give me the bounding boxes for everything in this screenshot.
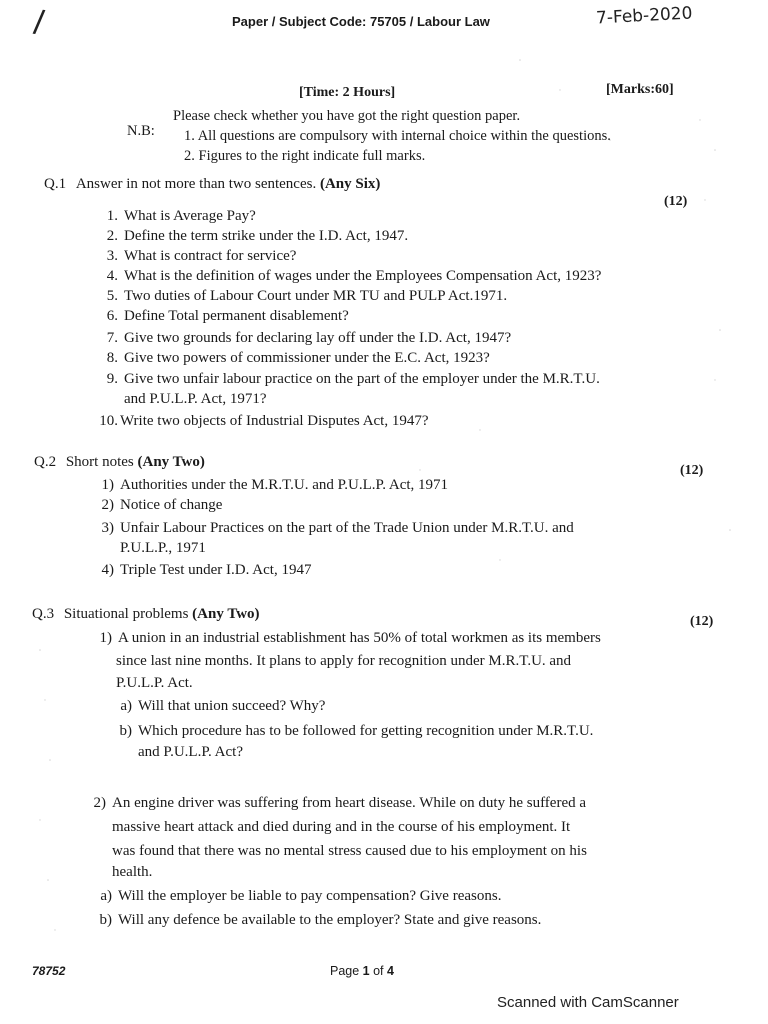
q1-number: Q.1 xyxy=(44,176,67,192)
q3-problem-2: 2) An engine driver was suffering from heart disease. While on duty he suffered a xyxy=(93,795,587,811)
instruction-item: 2. Figures to the right indicate full marks. xyxy=(184,148,426,164)
q3-problem-2-line: massive heart attack and died during and in the course of his employment. It xyxy=(112,819,571,835)
q2-item-continuation: P.U.L.P., 1971 xyxy=(120,540,206,556)
q3-problem-1-sub-b: b) Which procedure has to be followed for getting recognition under M.R.T.U. xyxy=(119,723,594,739)
q3-problem-1: 1) A union in an industrial establishment has 50% of total workmen as its members xyxy=(99,630,601,646)
q1-item-continuation: and P.U.L.P. Act, 1971? xyxy=(124,391,267,407)
q3-title: Situational problems xyxy=(63,606,189,622)
q1-item: 1. What is Average Pay? xyxy=(106,208,256,224)
q2-choice: (Any Two) xyxy=(137,454,205,470)
q1-item: 5. Two duties of Labour Court under MR TU and PULP Act.1971. xyxy=(106,288,508,304)
q1-item: 10. Write two objects of Industrial Disputes Act, 1947? xyxy=(99,413,429,429)
q3-choice: (Any Two) xyxy=(192,606,260,622)
q3-heading xyxy=(32,606,260,623)
q3-problem-1-line: since last nine months. It plans to apply for recognition under M.R.T.U. and xyxy=(116,653,572,669)
q1-item: 6. Define Total permanent disablement? xyxy=(106,308,349,324)
q3-problem-2-line: was found that there was no mental stress caused due to his employment on his xyxy=(112,843,587,859)
q2-marks: (12) xyxy=(680,463,704,478)
q3-problem-2-line: health. xyxy=(112,864,153,880)
instruction-check: Please check whether you have got the right question paper. xyxy=(173,108,521,124)
q3-problem-2-sub-a: a) Will the employer be liable to pay compensation? Give reasons. xyxy=(100,888,502,904)
footer-code: 78752 xyxy=(32,964,66,978)
q3-problem-1-sub-b-continuation: and P.U.L.P. Act? xyxy=(138,744,243,760)
subject-header: Paper / Subject Code: 75705 / Labour Law xyxy=(232,14,490,29)
q1-item: 2. Define the term strike under the I.D. Act, 1947. xyxy=(106,228,409,244)
q3-problem-2-sub-b: b) Will any defence be available to the employer? State and give reasons. xyxy=(99,912,542,928)
q1-item: 9. Give two unfair labour practice on the part of the employer under the M.R.T.U. xyxy=(106,371,600,387)
q1-title: Answer in not more than two sentences. xyxy=(75,176,317,192)
q3-problem-1-line: P.U.L.P. Act. xyxy=(116,675,193,691)
q3-number: Q.3 xyxy=(32,606,55,622)
q1-item: 4. What is the definition of wages under the Employees Compensation Act, 1923? xyxy=(106,268,602,284)
q2-heading xyxy=(34,454,205,471)
exam-time: [Time: 2 Hours] xyxy=(299,85,396,100)
nb-label: N.B: xyxy=(127,123,155,139)
q2-item: 3) Unfair Labour Practices on the part of the Trade Union under M.R.T.U. and xyxy=(101,520,574,536)
page-indicator: Page 1 of 4 xyxy=(330,964,394,978)
q1-item: 7. Give two grounds for declaring lay off under the I.D. Act, 1947? xyxy=(106,330,512,346)
exam-marks: [Marks:60] xyxy=(606,82,674,97)
instruction-item: 1. All questions are compulsory with internal choice within the questions. xyxy=(184,128,611,144)
q2-item: 4) Triple Test under I.D. Act, 1947 xyxy=(101,562,312,578)
q1-heading xyxy=(44,176,380,193)
q1-choice: (Any Six) xyxy=(319,176,381,192)
q2-item: 2) Notice of change xyxy=(101,497,223,513)
q2-number: Q.2 xyxy=(34,454,57,470)
q3-marks: (12) xyxy=(690,614,714,629)
q1-marks: (12) xyxy=(664,194,688,209)
q3-problem-1-sub-a: a) Will that union succeed? Why? xyxy=(120,698,326,714)
q2-item: 1) Authorities under the M.R.T.U. and P.U.L.P. Act, 1971 xyxy=(101,477,449,493)
handwritten-date: 7-Feb-2020 xyxy=(595,3,693,29)
q1-item: 8. Give two powers of commissioner under the E.C. Act, 1923? xyxy=(106,350,490,366)
margin-slash-mark: / xyxy=(31,3,47,43)
q1-item: 3. What is contract for service? xyxy=(106,248,297,264)
q2-title: Short notes xyxy=(65,454,134,470)
scanner-watermark: Scanned with CamScanner xyxy=(497,994,679,1011)
